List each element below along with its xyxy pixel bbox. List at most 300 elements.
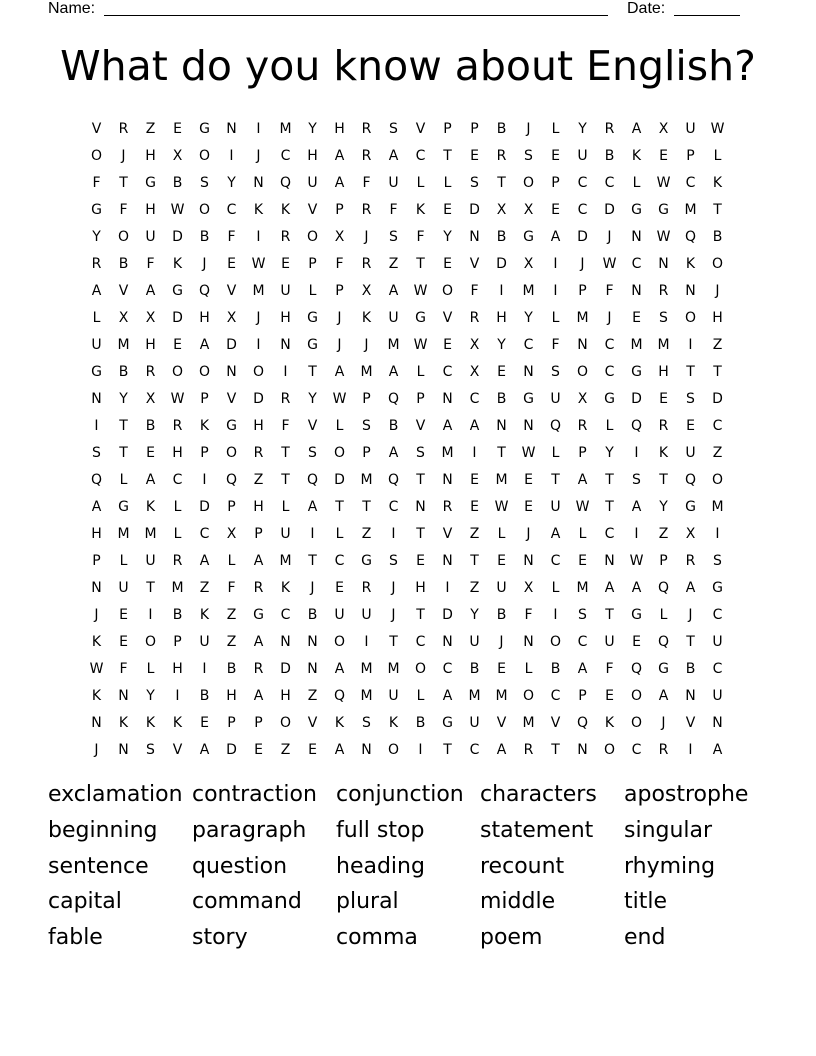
- grid-letter: E: [659, 147, 668, 164]
- grid-letter: P: [578, 282, 587, 299]
- grid-letter: B: [415, 714, 426, 731]
- grid-letter: S: [578, 606, 587, 623]
- grid-letter: L: [416, 174, 425, 191]
- grid-letter: T: [389, 633, 398, 650]
- grid-letter: R: [172, 552, 183, 569]
- grid-letter: Y: [470, 606, 479, 623]
- grid-letter: V: [118, 282, 129, 299]
- grid-letter: B: [712, 228, 723, 245]
- grid-letter: L: [632, 174, 641, 191]
- grid-row: [83, 628, 731, 655]
- grid-letter: O: [90, 147, 103, 164]
- grid-letter: P: [443, 120, 452, 137]
- grid-letter: Y: [659, 498, 668, 515]
- grid-letter: C: [577, 174, 588, 191]
- grid-letter: R: [685, 552, 696, 569]
- grid-letter: I: [391, 525, 396, 542]
- grid-letter: L: [551, 444, 560, 461]
- grid-letter: E: [227, 255, 236, 272]
- grid-letter: M: [171, 579, 184, 596]
- grid-letter: J: [310, 579, 315, 596]
- grid-letter: R: [361, 579, 372, 596]
- grid-letter: Z: [712, 444, 723, 461]
- grid-letter: P: [578, 687, 587, 704]
- grid-letter: A: [388, 282, 399, 299]
- grid-letter: X: [226, 309, 237, 326]
- grid-letter: F: [389, 201, 398, 218]
- grid-letter: S: [551, 363, 560, 380]
- grid-letter: Z: [253, 471, 264, 488]
- grid-letter: R: [496, 147, 507, 164]
- word-bank-item: singular: [624, 817, 713, 843]
- grid-letter: A: [388, 363, 399, 380]
- grid-row: [83, 736, 731, 763]
- grid-letter: U: [577, 147, 588, 164]
- grid-letter: O: [117, 228, 130, 245]
- grid-letter: V: [226, 282, 237, 299]
- grid-letter: H: [145, 201, 156, 218]
- grid-letter: L: [416, 687, 425, 704]
- grid-letter: Q: [198, 282, 211, 299]
- grid-letter: V: [469, 255, 480, 272]
- grid-letter: H: [145, 336, 156, 353]
- grid-letter: E: [524, 471, 533, 488]
- grid-letter: E: [335, 579, 344, 596]
- grid-letter: D: [199, 498, 210, 515]
- grid-letter: V: [91, 120, 102, 137]
- grid-letter: E: [551, 147, 560, 164]
- grid-letter: T: [416, 471, 425, 488]
- grid-row: [83, 385, 731, 412]
- grid-letter: C: [631, 255, 642, 272]
- grid-letter: K: [604, 714, 615, 731]
- grid-letter: R: [604, 120, 615, 137]
- grid-letter: V: [307, 714, 318, 731]
- grid-row: [83, 682, 731, 709]
- grid-letter: Z: [388, 255, 399, 272]
- grid-letter: E: [686, 417, 695, 434]
- grid-letter: C: [469, 741, 480, 758]
- grid-letter: Q: [90, 471, 103, 488]
- grid-letter: M: [522, 282, 535, 299]
- grid-letter: R: [442, 498, 453, 515]
- grid-letter: I: [553, 255, 558, 272]
- word-bank-item: command: [192, 889, 302, 915]
- grid-letter: J: [202, 255, 207, 272]
- grid-row: [83, 142, 731, 169]
- grid-letter: N: [577, 741, 588, 758]
- grid-letter: E: [470, 498, 479, 515]
- grid-letter: J: [337, 336, 342, 353]
- grid-letter: C: [577, 201, 588, 218]
- grid-letter: K: [172, 714, 183, 731]
- grid-letter: N: [118, 687, 129, 704]
- grid-letter: E: [470, 147, 479, 164]
- grid-letter: O: [522, 687, 535, 704]
- grid-letter: M: [252, 282, 265, 299]
- grid-letter: S: [470, 174, 479, 191]
- grid-letter: D: [334, 471, 345, 488]
- grid-letter: U: [469, 714, 480, 731]
- grid-letter: M: [117, 336, 130, 353]
- grid-letter: C: [199, 525, 210, 542]
- grid-letter: D: [253, 390, 264, 407]
- grid-letter: K: [145, 498, 156, 515]
- grid-letter: A: [577, 471, 588, 488]
- grid-letter: G: [712, 579, 723, 596]
- grid-letter: A: [496, 741, 507, 758]
- grid-letter: J: [121, 147, 126, 164]
- grid-letter: M: [117, 525, 130, 542]
- grid-letter: E: [605, 687, 614, 704]
- grid-letter: H: [496, 309, 507, 326]
- grid-letter: X: [523, 579, 534, 596]
- grid-letter: I: [472, 444, 477, 461]
- grid-letter: B: [307, 606, 318, 623]
- grid-letter: T: [146, 579, 155, 596]
- grid-letter: U: [280, 282, 291, 299]
- grid-letter: X: [145, 390, 156, 407]
- grid-letter: U: [550, 498, 561, 515]
- grid-letter: T: [335, 498, 344, 515]
- grid-letter: T: [308, 552, 317, 569]
- grid-letter: Z: [226, 633, 237, 650]
- grid-letter: E: [632, 309, 641, 326]
- grid-letter: G: [685, 498, 696, 515]
- grid-letter: R: [361, 147, 372, 164]
- grid-letter: Q: [684, 471, 697, 488]
- grid-letter: D: [226, 741, 237, 758]
- grid-letter: R: [253, 579, 264, 596]
- grid-letter: N: [226, 120, 237, 137]
- grid-letter: M: [576, 579, 589, 596]
- grid-letter: A: [334, 147, 345, 164]
- grid-letter: D: [442, 606, 453, 623]
- grid-letter: D: [604, 201, 615, 218]
- grid-letter: Q: [279, 174, 292, 191]
- grid-letter: D: [172, 309, 183, 326]
- grid-letter: N: [442, 633, 453, 650]
- grid-letter: B: [118, 363, 129, 380]
- grid-row: [83, 574, 731, 601]
- grid-letter: K: [199, 606, 210, 623]
- grid-row: [83, 466, 731, 493]
- grid-letter: U: [145, 228, 156, 245]
- grid-letter: E: [173, 336, 182, 353]
- grid-letter: P: [254, 525, 263, 542]
- grid-letter: T: [119, 444, 128, 461]
- grid-letter: F: [335, 255, 344, 272]
- grid-letter: U: [280, 525, 291, 542]
- grid-row: [83, 250, 731, 277]
- grid-letter: K: [172, 255, 183, 272]
- grid-letter: N: [658, 255, 669, 272]
- grid-letter: Y: [443, 228, 452, 245]
- grid-letter: I: [175, 687, 180, 704]
- grid-letter: O: [252, 363, 265, 380]
- grid-letter: O: [306, 228, 319, 245]
- grid-letter: O: [603, 741, 616, 758]
- grid-letter: Q: [657, 633, 670, 650]
- grid-letter: A: [334, 363, 345, 380]
- grid-letter: J: [256, 147, 261, 164]
- word-bank-item: paragraph: [192, 817, 307, 843]
- grid-letter: L: [173, 525, 182, 542]
- grid-letter: U: [685, 120, 696, 137]
- grid-row: [83, 412, 731, 439]
- grid-letter: T: [605, 471, 614, 488]
- grid-letter: P: [335, 201, 344, 218]
- grid-letter: P: [308, 255, 317, 272]
- grid-row: [83, 547, 731, 574]
- grid-letter: L: [281, 498, 290, 515]
- grid-letter: N: [631, 228, 642, 245]
- grid-letter: W: [494, 498, 509, 515]
- grid-letter: S: [200, 174, 209, 191]
- grid-letter: A: [442, 687, 453, 704]
- word-bank-item: full stop: [336, 817, 425, 843]
- grid-letter: Q: [306, 471, 319, 488]
- word-bank-item: story: [192, 925, 248, 951]
- grid-letter: W: [629, 552, 644, 569]
- grid-letter: I: [364, 633, 369, 650]
- grid-letter: U: [91, 336, 102, 353]
- grid-letter: P: [659, 552, 668, 569]
- grid-letter: J: [661, 714, 666, 731]
- grid-letter: G: [631, 201, 642, 218]
- grid-letter: T: [119, 174, 128, 191]
- word-bank-item: beginning: [48, 817, 158, 843]
- grid-letter: N: [523, 417, 534, 434]
- grid-letter: R: [172, 417, 183, 434]
- grid-letter: U: [550, 390, 561, 407]
- grid-letter: S: [308, 444, 317, 461]
- grid-letter: E: [254, 741, 263, 758]
- grid-letter: Y: [146, 687, 155, 704]
- grid-letter: S: [362, 714, 371, 731]
- grid-letter: V: [496, 714, 507, 731]
- grid-letter: F: [416, 228, 425, 245]
- grid-letter: N: [442, 552, 453, 569]
- grid-letter: P: [335, 282, 344, 299]
- grid-letter: E: [578, 552, 587, 569]
- grid-letter: N: [712, 714, 723, 731]
- grid-letter: C: [415, 147, 426, 164]
- grid-letter: T: [686, 363, 695, 380]
- grid-letter: T: [416, 255, 425, 272]
- grid-letter: Q: [387, 471, 400, 488]
- grid-letter: Z: [145, 120, 156, 137]
- grid-letter: A: [199, 336, 210, 353]
- grid-letter: G: [523, 390, 534, 407]
- grid-letter: S: [362, 417, 371, 434]
- grid-letter: C: [712, 606, 723, 623]
- grid-letter: E: [497, 552, 506, 569]
- grid-letter: N: [496, 417, 507, 434]
- grid-letter: L: [443, 174, 452, 191]
- grid-letter: I: [256, 120, 261, 137]
- grid-letter: P: [551, 174, 560, 191]
- grid-letter: U: [496, 579, 507, 596]
- grid-letter: B: [388, 417, 399, 434]
- grid-letter: E: [281, 255, 290, 272]
- word-bank-item: recount: [480, 853, 565, 879]
- grid-letter: T: [551, 741, 560, 758]
- grid-letter: W: [170, 201, 185, 218]
- grid-row: [83, 223, 731, 250]
- grid-letter: K: [91, 687, 102, 704]
- grid-letter: X: [118, 309, 129, 326]
- grid-letter: F: [605, 282, 614, 299]
- grid-letter: P: [416, 390, 425, 407]
- grid-letter: K: [280, 579, 291, 596]
- grid-letter: R: [523, 741, 534, 758]
- grid-letter: L: [551, 120, 560, 137]
- grid-letter: G: [631, 606, 642, 623]
- grid-row: [83, 169, 731, 196]
- grid-letter: N: [442, 390, 453, 407]
- grid-row: [83, 115, 731, 142]
- grid-letter: O: [630, 714, 643, 731]
- grid-letter: C: [550, 687, 561, 704]
- grid-letter: N: [253, 174, 264, 191]
- grid-letter: A: [199, 552, 210, 569]
- grid-letter: N: [442, 471, 453, 488]
- grid-letter: J: [256, 309, 261, 326]
- grid-letter: C: [415, 633, 426, 650]
- grid-letter: O: [333, 444, 346, 461]
- grid-letter: A: [334, 660, 345, 677]
- grid-letter: A: [631, 120, 642, 137]
- grid-letter: H: [199, 309, 210, 326]
- grid-letter: J: [715, 282, 720, 299]
- grid-letter: X: [577, 390, 588, 407]
- grid-letter: H: [658, 363, 669, 380]
- word-bank-item: fable: [48, 925, 103, 951]
- grid-letter: A: [604, 579, 615, 596]
- grid-letter: Z: [469, 525, 480, 542]
- grid-letter: D: [226, 336, 237, 353]
- grid-letter: T: [713, 201, 722, 218]
- grid-letter: O: [333, 633, 346, 650]
- grid-letter: P: [686, 147, 695, 164]
- grid-letter: Q: [225, 471, 238, 488]
- grid-letter: T: [119, 417, 128, 434]
- grid-letter: Y: [227, 174, 236, 191]
- grid-letter: A: [469, 417, 480, 434]
- grid-letter: E: [173, 120, 182, 137]
- grid-letter: U: [334, 606, 345, 623]
- grid-letter: A: [334, 174, 345, 191]
- grid-letter: B: [604, 147, 615, 164]
- grid-letter: M: [441, 444, 454, 461]
- grid-letter: V: [307, 417, 318, 434]
- worksheet-header: [0, 0, 816, 20]
- grid-letter: W: [251, 255, 266, 272]
- grid-letter: K: [199, 417, 210, 434]
- grid-letter: Z: [280, 741, 291, 758]
- grid-letter: E: [497, 363, 506, 380]
- grid-letter: G: [253, 606, 264, 623]
- grid-letter: E: [470, 471, 479, 488]
- grid-letter: R: [469, 309, 480, 326]
- grid-letter: N: [685, 282, 696, 299]
- grid-letter: T: [470, 552, 479, 569]
- grid-letter: F: [605, 660, 614, 677]
- grid-letter: G: [523, 228, 534, 245]
- word-bank-item: title: [624, 889, 668, 915]
- grid-letter: C: [469, 390, 480, 407]
- grid-letter: B: [199, 687, 210, 704]
- grid-letter: F: [146, 255, 155, 272]
- grid-letter: I: [202, 471, 207, 488]
- grid-letter: V: [442, 309, 453, 326]
- grid-letter: R: [658, 282, 669, 299]
- grid-letter: L: [119, 552, 128, 569]
- grid-letter: Z: [226, 606, 237, 623]
- word-search-grid: [83, 115, 731, 763]
- grid-letter: K: [280, 201, 291, 218]
- grid-letter: N: [523, 363, 534, 380]
- name-label: Name:: [48, 0, 96, 17]
- grid-letter: U: [712, 633, 723, 650]
- grid-letter: B: [550, 660, 561, 677]
- grid-letter: I: [148, 606, 153, 623]
- grid-letter: J: [526, 120, 531, 137]
- grid-letter: J: [94, 741, 99, 758]
- grid-letter: D: [496, 255, 507, 272]
- grid-letter: F: [119, 201, 128, 218]
- grid-letter: U: [388, 174, 399, 191]
- grid-letter: R: [361, 120, 372, 137]
- grid-letter: O: [576, 363, 589, 380]
- grid-letter: H: [253, 498, 264, 515]
- grid-letter: H: [253, 417, 264, 434]
- grid-letter: B: [172, 174, 183, 191]
- grid-letter: T: [686, 633, 695, 650]
- grid-letter: A: [442, 417, 453, 434]
- grid-letter: E: [497, 660, 506, 677]
- grid-letter: O: [441, 282, 454, 299]
- grid-letter: M: [279, 552, 292, 569]
- grid-letter: P: [227, 498, 236, 515]
- grid-letter: P: [173, 633, 182, 650]
- grid-letter: C: [523, 336, 534, 353]
- grid-letter: J: [364, 228, 369, 245]
- grid-letter: I: [634, 525, 639, 542]
- grid-letter: X: [685, 525, 696, 542]
- word-bank-item: statement: [480, 817, 594, 843]
- grid-letter: O: [279, 714, 292, 731]
- grid-letter: O: [198, 201, 211, 218]
- grid-letter: B: [685, 660, 696, 677]
- grid-letter: R: [253, 444, 264, 461]
- grid-letter: N: [469, 228, 480, 245]
- grid-letter: T: [362, 498, 371, 515]
- grid-letter: C: [442, 660, 453, 677]
- grid-letter: R: [577, 417, 588, 434]
- word-bank-item: rhyming: [624, 853, 716, 879]
- grid-letter: Q: [387, 390, 400, 407]
- grid-letter: J: [94, 606, 99, 623]
- grid-letter: V: [172, 741, 183, 758]
- grid-letter: C: [388, 498, 399, 515]
- grid-letter: S: [389, 228, 398, 245]
- grid-letter: L: [416, 363, 425, 380]
- grid-letter: M: [576, 309, 589, 326]
- grid-letter: A: [712, 741, 723, 758]
- grid-letter: L: [146, 660, 155, 677]
